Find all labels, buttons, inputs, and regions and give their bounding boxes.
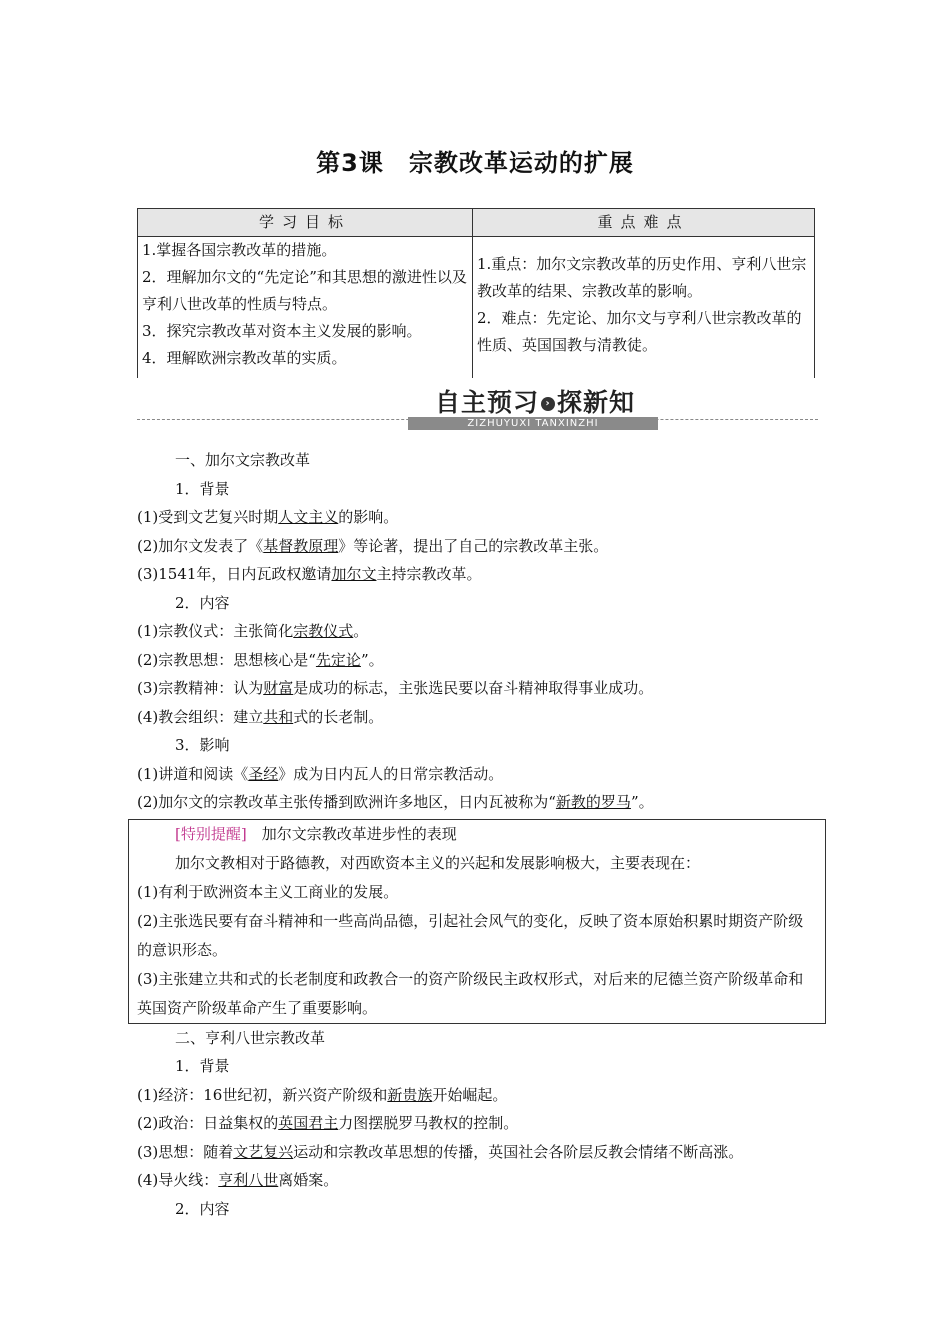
key-point-item: 2．难点：先定论、加尔文与亨利八世宗教改革的性质、英国国教与清教徒。 xyxy=(477,308,802,354)
answer-blank: 基督教原理 xyxy=(263,536,339,555)
subsection-heading: 3．影响 xyxy=(175,736,230,754)
list-item: (2)政治：日益集权的英国君主力图摆脱罗马教权的控制。 xyxy=(137,1114,519,1132)
note-item: (1)有利于欧洲资本主义工商业的发展。 xyxy=(137,882,399,901)
subsection-heading: 2．内容 xyxy=(175,593,230,612)
goals-cell xyxy=(138,237,473,379)
subsection-heading: 1．背景 xyxy=(175,1057,230,1075)
goal-item: 3．探究宗教改革对资本主义发展的影响。 xyxy=(142,322,422,340)
answer-blank: 文艺复兴 xyxy=(233,1142,294,1161)
subsection-heading: 1．背景 xyxy=(175,479,230,498)
subsection-heading: 2．内容 xyxy=(175,1199,230,1218)
section-banner xyxy=(0,383,950,433)
list-item: (1)宗教仪式：主张简化宗教仪式。 xyxy=(137,622,369,640)
list-item: (1)讲道和阅读《圣经》成为日内瓦人的日常宗教活动。 xyxy=(137,764,504,783)
key-point-item: 1.重点：加尔文宗教改革的历史作用、亨利八世宗教改革的结果、宗教改革的影响。 xyxy=(477,254,807,300)
list-item: (3)宗教精神：认为财富是成功的标志，主张选民要以奋斗精神取得事业成功。 xyxy=(137,679,654,697)
answer-blank: 宗教仪式 xyxy=(293,622,354,640)
list-item: (1)受到文艺复兴时期人文主义的影响。 xyxy=(137,508,399,526)
answer-blank: 新教的罗马 xyxy=(555,793,631,811)
goals-table xyxy=(137,208,815,378)
goal-item: 4．理解欧洲宗教改革的实质。 xyxy=(142,349,347,367)
answer-blank: 英国君主 xyxy=(278,1114,339,1132)
section-heading: 二、亨利八世宗教改革 xyxy=(175,1028,326,1047)
goals-header: 学习目标 xyxy=(138,209,473,237)
note-item: (2)主张选民要有奋斗精神和一些高尚品德，引起社会风气的变化，反映了资本原始积累时期资产阶级的意识形态。 xyxy=(137,911,804,959)
key-points-cell xyxy=(473,237,815,379)
list-item: (2)加尔文发表了《基督教原理》等论著，提出了自己的宗教改革主张。 xyxy=(137,536,609,555)
note-heading xyxy=(137,820,817,849)
answer-blank: 共和 xyxy=(263,707,294,726)
answer-blank: 先定论 xyxy=(315,650,361,669)
banner-title-left: 自主预习 xyxy=(434,388,539,417)
key-points-header: 重点难点 xyxy=(473,209,815,237)
answer-blank: 亨利八世 xyxy=(218,1171,279,1189)
list-item: (4)教会组织：建立共和式的长老制。 xyxy=(137,707,384,726)
banner-title-right: 探新知 xyxy=(557,388,636,417)
banner-title xyxy=(410,383,660,419)
note-item: (3)主张建立共和式的长老制度和政教合一的资产阶级民主政权形式，对后来的尼德兰资产阶级革命和英国资产阶级革命产生了重要影响。 xyxy=(137,969,804,1017)
goal-item: 2．理解加尔文的“先定论”和其思想的激进性以及亨利八世改革的性质与特点。 xyxy=(142,268,467,313)
chevron-right-icon: › xyxy=(541,397,555,411)
goal-item: 1.掌握各国宗教改革的措施。 xyxy=(142,241,337,259)
answer-blank: 财富 xyxy=(263,679,294,697)
list-item: (3)思想：随着文艺复兴运动和宗教改革思想的传播，英国社会各阶层反教会情绪不断高涨。 xyxy=(137,1142,744,1161)
note-intro: 加尔文教相对于路德教，对西欧资本主义的兴起和发展影响极大，主要表现在： xyxy=(175,853,701,872)
list-item: (3)1541年，日内瓦政权邀请加尔文主持宗教改革。 xyxy=(137,565,482,583)
note-title: 加尔文宗教改革进步性的表现 xyxy=(261,824,457,843)
special-note-box xyxy=(128,819,826,1024)
banner-subtitle: ZIZHUYUXI TANXINZHI xyxy=(408,417,658,430)
note-tag: [特别提醒] xyxy=(175,824,247,843)
page-title: 第3课 宗教改革运动的扩展 xyxy=(316,149,634,177)
answer-blank: 新贵族 xyxy=(387,1085,433,1104)
answer-blank: 人文主义 xyxy=(278,508,339,526)
list-item: (1)经济：16世纪初，新兴资产阶级和新贵族开始崛起。 xyxy=(137,1085,508,1104)
list-item: (2)宗教思想：思想核心是“先定论”。 xyxy=(137,650,384,669)
answer-blank: 加尔文 xyxy=(331,565,377,583)
list-item: (4)导火线：亨利八世离婚案。 xyxy=(137,1171,339,1189)
list-item: (2)加尔文的宗教改革主张传播到欧洲许多地区，日内瓦被称为“新教的罗马”。 xyxy=(137,793,654,811)
section-heading: 一、加尔文宗教改革 xyxy=(175,451,311,469)
main-content xyxy=(137,446,817,1223)
answer-blank: 圣经 xyxy=(248,764,279,783)
